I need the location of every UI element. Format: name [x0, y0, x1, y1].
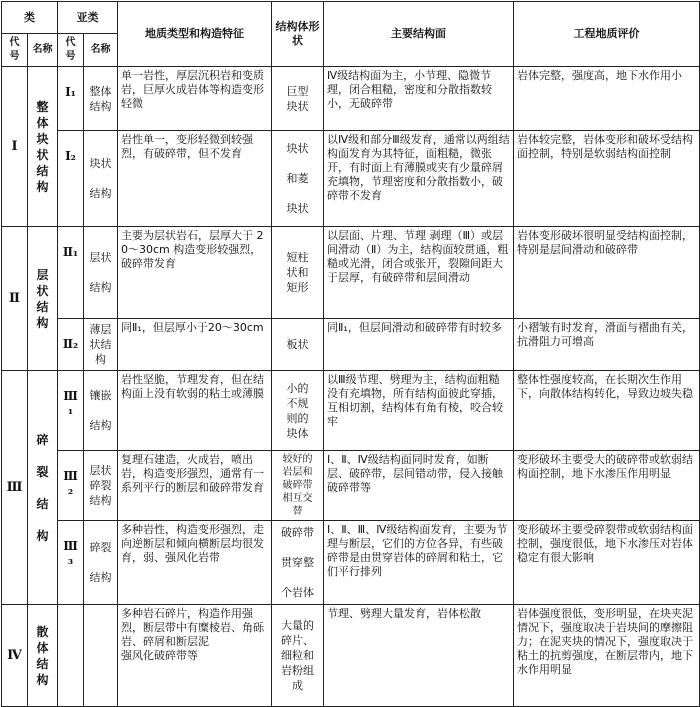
- plane-cell: 以Ⅳ级和部分Ⅲ级发育，通常以两组结构面发育为其特征，面粗糙，微张开，有时面上有薄膜或夹有少量碎屑充填物，节理密度和分散指数小，破碎带不发育: [324, 131, 514, 227]
- table-row: [2, 319, 700, 371]
- evaluation-cell: 变形破坏主要受碎裂带或软弱结构面控制，强度很低，地下水渗压对岩体稳定有很大影响: [514, 521, 700, 605]
- subclass-code-cell: Ⅰ₁: [58, 67, 84, 131]
- table-row: [2, 371, 700, 451]
- shape-cell: 巨型 块状: [272, 67, 324, 131]
- class-code-cell: Ⅲ: [2, 371, 28, 605]
- table-row: [2, 131, 700, 227]
- evaluation-cell: 整体性强度较高，在长期次生作用下，向散体结构转化，导致边坡失稳: [514, 371, 700, 451]
- shape-cell: 小的 不规 则的 块体: [272, 371, 324, 451]
- shape-cell: 板状: [272, 319, 324, 371]
- rock-mass-structure-table: [1, 1, 700, 707]
- geology-cell: 多种岩性，构造变形强烈，走向逆断层和倾向横断层均很发育，弱、强风化岩带: [118, 521, 272, 605]
- plane-cell: 以层面、片理、节理 剥理（Ⅲ）或层间滑动（Ⅱ）为主，结构面较贯通，粗糙或光滑，闭合或张开，裂隙间距大于层厚，有破碎带和层间滑动: [324, 227, 514, 319]
- table-row: [2, 227, 700, 319]
- plane-cell: Ⅳ级结构面为主，小节理、隐微节理，闭合粗糙，密度和分散指数较小，无破碎带: [324, 67, 514, 131]
- geology-cell: 岩性坚脆，节理发育，但在结构面上没有软弱的粘土或薄膜: [118, 371, 272, 451]
- plane-cell: 同Ⅱ₁，但层间滑动和破碎带有时较多: [324, 319, 514, 371]
- subclass-name-cell: 薄层 状结 构: [84, 319, 118, 371]
- subclass-name-cell: 层状 结构: [84, 227, 118, 319]
- header-shape: 结构体形状: [272, 2, 324, 67]
- subclass-name-cell: [84, 605, 118, 707]
- shape-cell: 块状 和菱 块状: [272, 131, 324, 227]
- class-name-cell: 整 体 块 状 结 构: [28, 67, 58, 227]
- subclass-code-cell: [58, 605, 84, 707]
- geology-cell: 同Ⅱ₁，但层厚小于20～30cm: [118, 319, 272, 371]
- class-code-cell: Ⅳ: [2, 605, 28, 707]
- header-geology: 地质类型和构造特征: [118, 2, 272, 67]
- evaluation-cell: 变形破坏主要受大的破碎带或软弱结构面控制，地下水渗压作用明显: [514, 451, 700, 521]
- table-row: [2, 451, 700, 521]
- table-row: [2, 521, 700, 605]
- table-row: [2, 67, 700, 131]
- subclass-code-cell: Ⅱ₁: [58, 227, 84, 319]
- header-class: 类: [2, 2, 58, 34]
- evaluation-cell: 岩体完整，强度高，地下水作用小: [514, 67, 700, 131]
- table-row: [2, 605, 700, 707]
- header-code: 代号: [2, 34, 28, 67]
- evaluation-cell: 岩体变形破坏很明显受结构面控制，特别是层间滑动和破碎带: [514, 227, 700, 319]
- class-name-cell: 层 状 结 构: [28, 227, 58, 371]
- geology-cell: 主要为层状岩石，层厚大于 20～30cm 构造变形较强烈，破碎带发育: [118, 227, 272, 319]
- evaluation-cell: 岩体强度很低，变形明显，在块夹泥情况下，强度取决于岩块间的摩擦阻力；在泥夹块的情况下，强度取决于粘土的抗剪强度，在断层带内，地下水作用明显: [514, 605, 700, 707]
- subclass-name-cell: 整体 结构: [84, 67, 118, 131]
- plane-cell: Ⅰ、Ⅱ、Ⅲ、Ⅳ级结构面发育，主要为节理与断层，它们的方位各异，有些破碎带是由贯穿岩体的碎屑和粘土，它们平行排列: [324, 521, 514, 605]
- subclass-code-cell: Ⅱ₂: [58, 319, 84, 371]
- header-sub-code: 代号: [58, 34, 84, 67]
- subclass-code-cell: Ⅲ₁: [58, 371, 84, 451]
- plane-cell: 节理、劈理大量发育，岩体松散: [324, 605, 514, 707]
- shape-cell: 大量的 碎片、 细粒和 岩粉组 成: [272, 605, 324, 707]
- evaluation-cell: 岩体较完整，岩体变形和破坏受结构面控制，特别是软弱结构面控制: [514, 131, 700, 227]
- geology-cell: 单一岩性，厚层沉积岩和变质岩，巨厚火成岩体等构造变形轻微: [118, 67, 272, 131]
- header-name: 名称: [28, 34, 58, 67]
- header-plane: 主要结构面: [324, 2, 514, 67]
- subclass-code-cell: Ⅰ₂: [58, 131, 84, 227]
- header-subclass: 亚类: [58, 2, 118, 34]
- class-code-cell: Ⅱ: [2, 227, 28, 371]
- plane-cell: 以Ⅲ级节理、劈理为主，结构面粗糙没有充填物，所有结构面彼此穿插，互相切割，结构体有角有棱，咬合较牢: [324, 371, 514, 451]
- subclass-name-cell: 镶嵌 结构: [84, 371, 118, 451]
- shape-cell: 破碎带 贯穿整 个岩体: [272, 521, 324, 605]
- header-sub-name: 名称: [84, 34, 118, 67]
- plane-cell: Ⅰ、Ⅱ、Ⅳ级结构面同时发育，如断层、破碎带，层间错动带，侵入接触破碎带等: [324, 451, 514, 521]
- shape-cell: 短柱 状和 矩形: [272, 227, 324, 319]
- class-name-cell: 散 体 结 构: [28, 605, 58, 707]
- subclass-name-cell: 层状 碎裂 结构: [84, 451, 118, 521]
- geology-cell: 多种岩石碎片，构造作用强烈，断层带中有糜棱岩、角砾岩、碎屑和断层泥 强风化破碎带等: [118, 605, 272, 707]
- geology-cell: 岩性单一，变形轻微到较强烈，有破碎带，但不发育: [118, 131, 272, 227]
- geology-cell: 复理石建造，火成岩，喷出岩，构造变形强烈，通常有一系列平行的断层和破碎带发育: [118, 451, 272, 521]
- subclass-name-cell: 块状 结构: [84, 131, 118, 227]
- class-code-cell: Ⅰ: [2, 67, 28, 227]
- subclass-code-cell: Ⅲ₃: [58, 521, 84, 605]
- evaluation-cell: 小褶皱有时发育，滑面与褶曲有关，抗滑阻力可增高: [514, 319, 700, 371]
- subclass-name-cell: 碎裂 结构: [84, 521, 118, 605]
- class-name-cell: 碎 裂 结 构: [28, 371, 58, 605]
- shape-cell: 较好的 岩层和 破碎带 相互交 替: [272, 451, 324, 521]
- subclass-code-cell: Ⅲ₂: [58, 451, 84, 521]
- header-evaluation: 工程地质评价: [514, 2, 700, 67]
